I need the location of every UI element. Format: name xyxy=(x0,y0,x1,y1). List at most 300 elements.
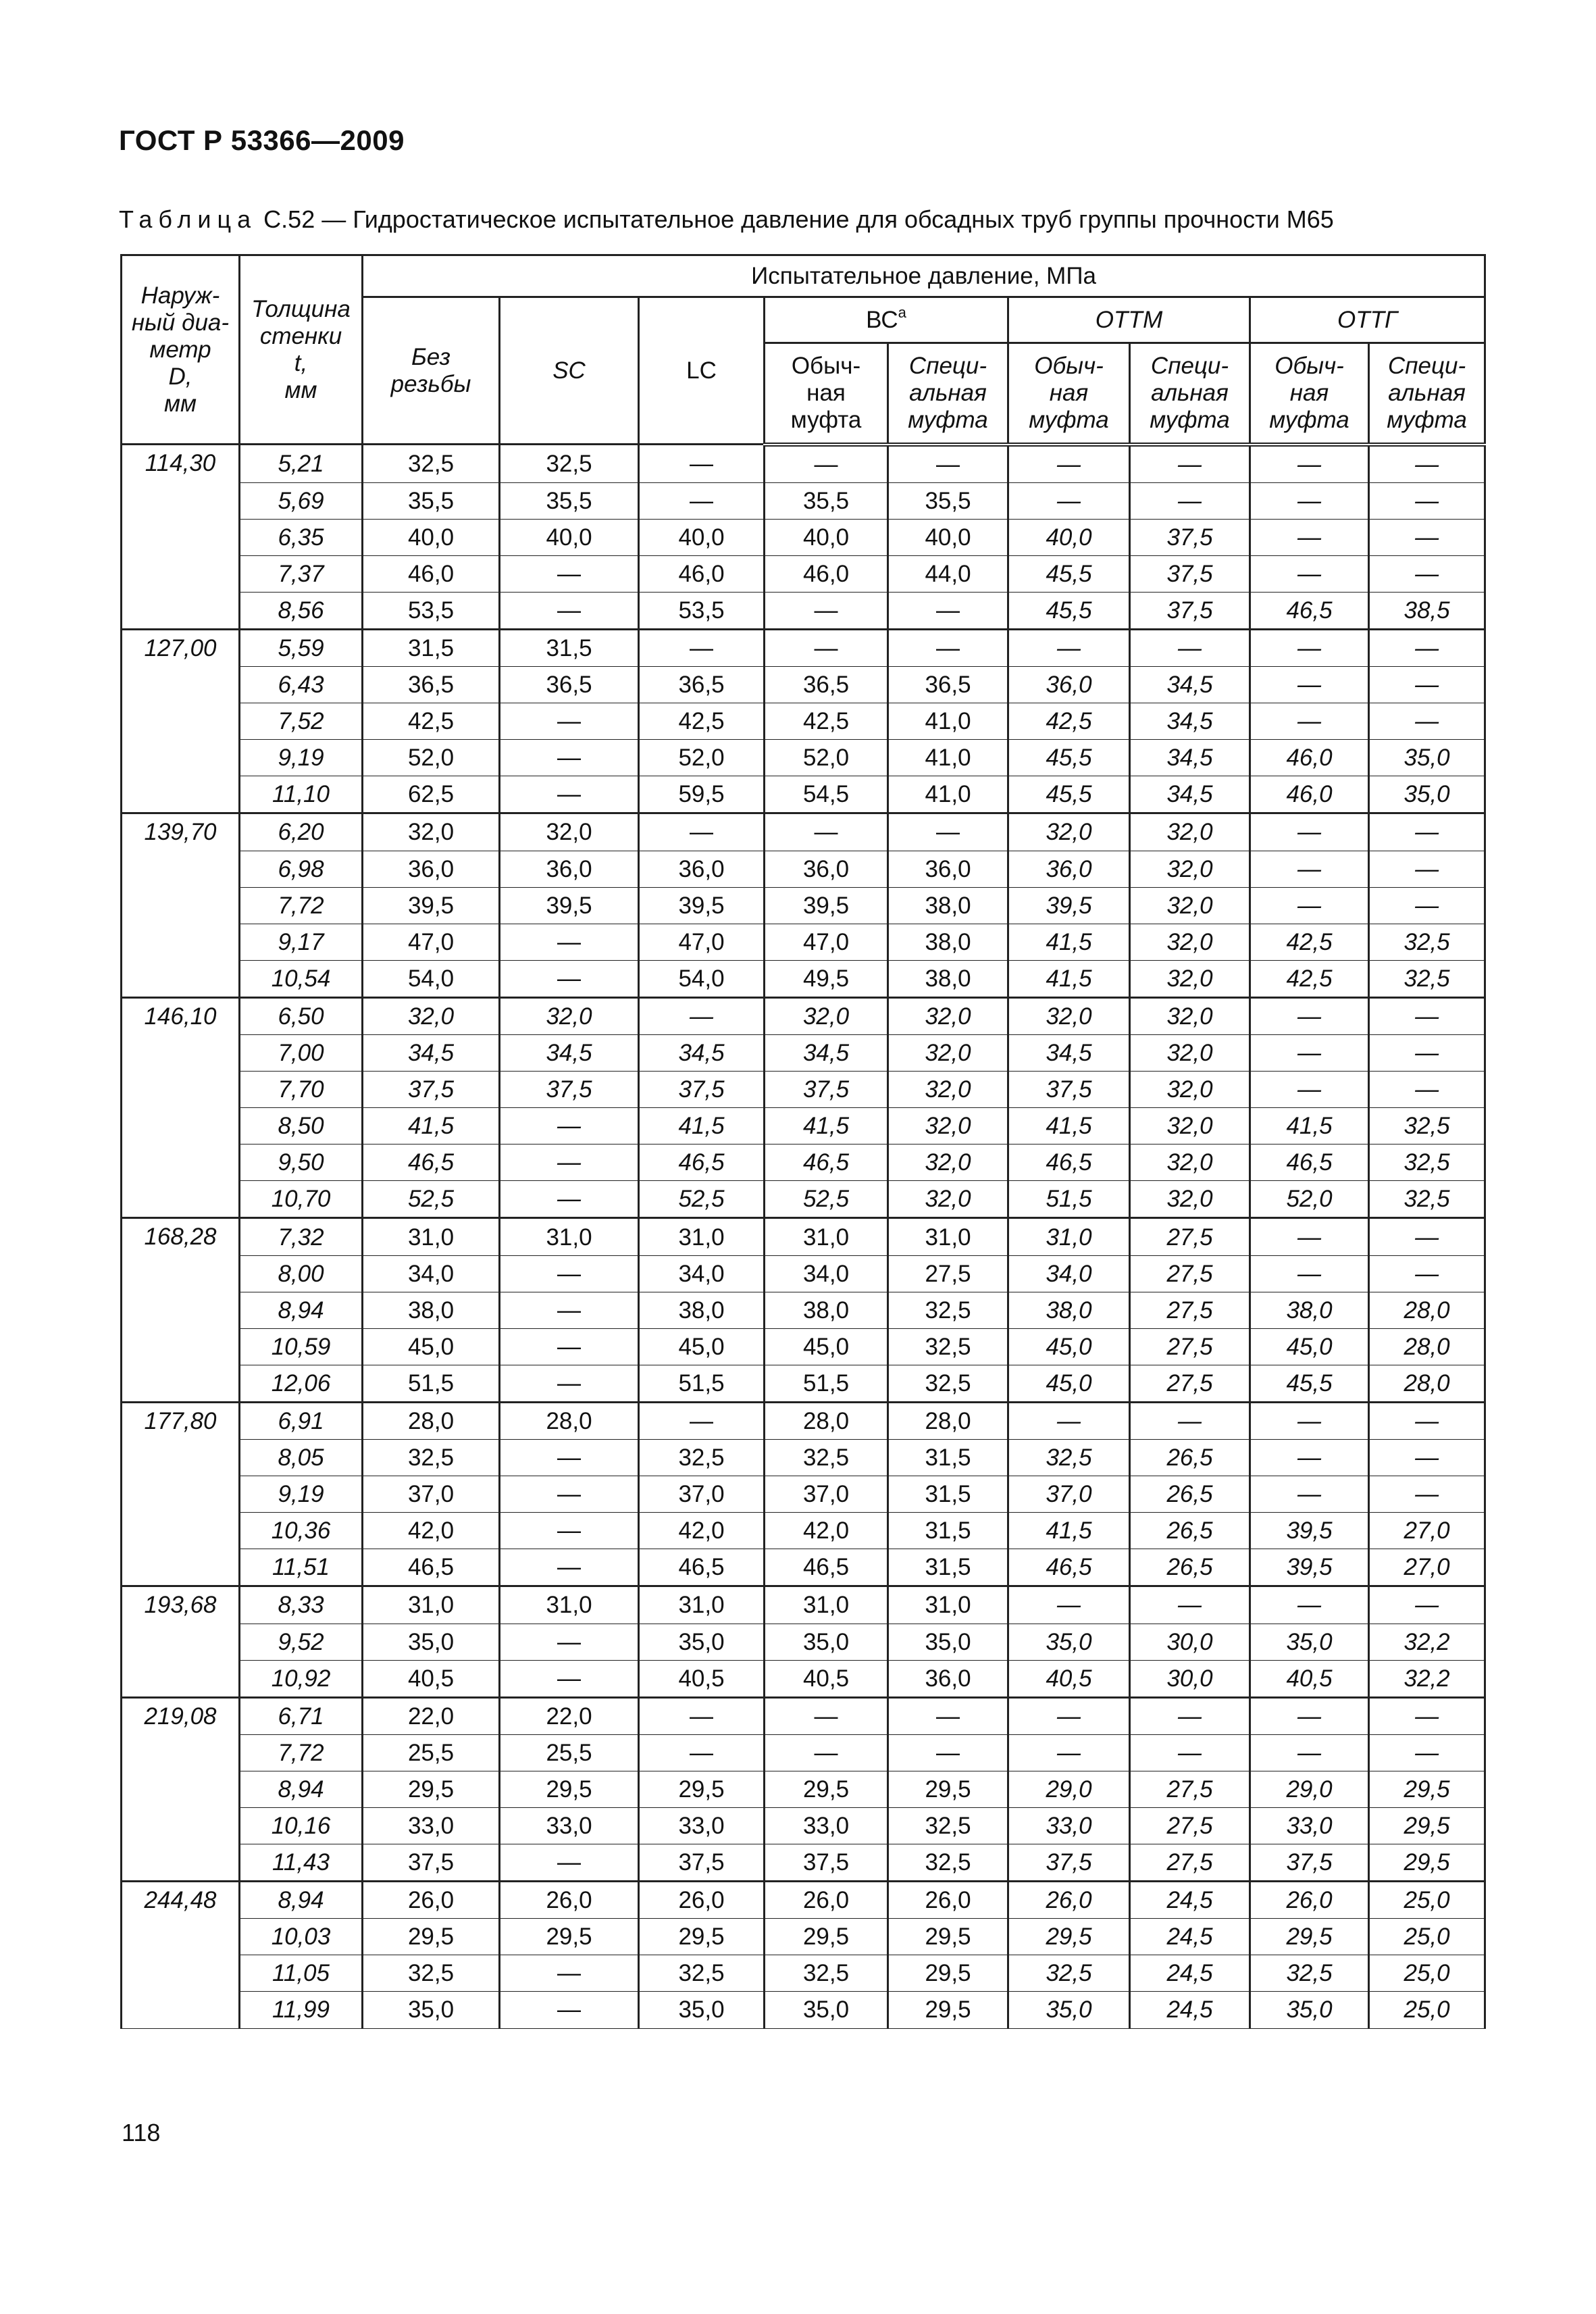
pressure-cell: 36,0 xyxy=(888,1660,1008,1697)
pressure-cell: — xyxy=(1130,1734,1250,1771)
thickness-cell: 6,71 xyxy=(240,1697,363,1734)
pressure-cell: 38,0 xyxy=(765,1292,888,1328)
pressure-cell: 35,0 xyxy=(363,1624,500,1660)
pressure-cell: — xyxy=(1369,1255,1485,1292)
table-row xyxy=(122,445,1485,483)
pressure-cell: 40,5 xyxy=(639,1660,765,1697)
pressure-cell: 32,0 xyxy=(1130,1108,1250,1145)
pressure-cell: 54,0 xyxy=(363,960,500,997)
pressure-cell: — xyxy=(1369,1035,1485,1072)
table-row xyxy=(122,592,1485,629)
thickness-cell: 11,10 xyxy=(240,776,363,813)
pressure-cell: — xyxy=(1250,1218,1369,1255)
pressure-cell: 34,0 xyxy=(363,1255,500,1292)
pressure-cell: 35,0 xyxy=(363,1992,500,2028)
pressure-cell: 52,0 xyxy=(765,740,888,776)
pressure-cell: 32,5 xyxy=(363,1955,500,1992)
pressure-cell: — xyxy=(1250,997,1369,1034)
pressure-cell: 54,5 xyxy=(765,776,888,813)
pressure-cell: 31,0 xyxy=(639,1586,765,1624)
pressure-cell: 26,5 xyxy=(1130,1476,1250,1513)
pressure-cell: — xyxy=(765,1734,888,1771)
pressure-cell: 31,5 xyxy=(888,1440,1008,1476)
pressure-cell: — xyxy=(1250,1440,1369,1476)
pressure-cell: — xyxy=(1369,1476,1485,1513)
pressure-cell: 28,0 xyxy=(1369,1365,1485,1402)
pressure-cell: 49,5 xyxy=(765,960,888,997)
pressure-cell: 32,5 xyxy=(639,1440,765,1476)
pressure-cell: — xyxy=(500,1255,639,1292)
pressure-cell: 27,5 xyxy=(1130,1328,1250,1365)
pressure-cell: 51,5 xyxy=(1008,1181,1130,1218)
pressure-cell: 42,5 xyxy=(1250,924,1369,960)
pressure-cell: 34,5 xyxy=(1130,703,1250,740)
pressure-cell: — xyxy=(1250,851,1369,887)
pressure-cell: — xyxy=(500,703,639,740)
pressure-cell: — xyxy=(639,813,765,851)
diameter-cell: 146,10 xyxy=(122,997,240,1218)
pressure-cell: 28,0 xyxy=(1369,1328,1485,1365)
pressure-cell: — xyxy=(500,1992,639,2028)
pressure-cell: 31,0 xyxy=(500,1218,639,1255)
table-row xyxy=(122,1402,1485,1439)
pressure-cell: 37,5 xyxy=(363,1844,500,1882)
pressure-cell: — xyxy=(888,1697,1008,1734)
header-lc: LC xyxy=(639,297,765,445)
pressure-cell: — xyxy=(1008,445,1130,483)
pressure-cell: 41,5 xyxy=(363,1108,500,1145)
pressure-cell: 36,5 xyxy=(765,667,888,703)
header-no-thread: Без резьбы xyxy=(363,297,500,445)
thickness-cell: 10,59 xyxy=(240,1328,363,1365)
pressure-cell: 31,0 xyxy=(500,1586,639,1624)
table-caption-label: Таблица xyxy=(119,205,257,233)
thickness-cell: 8,94 xyxy=(240,1292,363,1328)
pressure-cell: 42,5 xyxy=(363,703,500,740)
pressure-cell: 32,5 xyxy=(1369,1181,1485,1218)
pressure-cell: — xyxy=(1250,482,1369,519)
pressure-cell: 26,5 xyxy=(1130,1513,1250,1549)
pressure-cell: 26,0 xyxy=(363,1882,500,1919)
pressure-cell: 36,0 xyxy=(363,851,500,887)
pressure-cell: 32,5 xyxy=(765,1440,888,1476)
pressure-cell: 31,0 xyxy=(765,1586,888,1624)
pressure-cell: 32,0 xyxy=(888,1072,1008,1108)
pressure-cell: 32,0 xyxy=(1130,1035,1250,1072)
table-row xyxy=(122,1108,1485,1145)
pressure-cell: 25,0 xyxy=(1369,1919,1485,1955)
pressure-cell: 42,0 xyxy=(765,1513,888,1549)
pressure-cell: — xyxy=(1369,667,1485,703)
thickness-cell: 9,19 xyxy=(240,1476,363,1513)
pressure-cell: 29,5 xyxy=(888,1992,1008,2028)
pressure-cell: 34,0 xyxy=(1008,1255,1130,1292)
pressure-cell: 37,5 xyxy=(1130,592,1250,629)
pressure-cell: — xyxy=(500,1181,639,1218)
pressure-cell: 41,0 xyxy=(888,703,1008,740)
pressure-cell: — xyxy=(500,1955,639,1992)
pressure-cell: 36,0 xyxy=(1008,667,1130,703)
pressure-cell: 40,0 xyxy=(765,519,888,555)
pressure-cell: 32,2 xyxy=(1369,1660,1485,1697)
table-row xyxy=(122,1586,1485,1624)
pressure-cell: 36,0 xyxy=(639,851,765,887)
pressure-cell: 32,5 xyxy=(1369,924,1485,960)
pressure-cell: 32,0 xyxy=(363,813,500,851)
pressure-cell: 27,5 xyxy=(888,1255,1008,1292)
pressure-cell: — xyxy=(500,1145,639,1181)
pressure-cell: — xyxy=(1008,1402,1130,1439)
pressure-cell: 36,5 xyxy=(500,667,639,703)
pressure-cell: — xyxy=(500,740,639,776)
thickness-cell: 5,21 xyxy=(240,445,363,483)
pressure-cell: 34,5 xyxy=(1130,667,1250,703)
pressure-cell: 32,0 xyxy=(500,813,639,851)
pressure-cell: — xyxy=(1130,445,1250,483)
pressure-cell: 42,5 xyxy=(1250,960,1369,997)
pressure-cell: 37,5 xyxy=(500,1072,639,1108)
pressure-cell: 35,0 xyxy=(639,1624,765,1660)
pressure-cell: — xyxy=(1369,1218,1485,1255)
pressure-cell: 40,0 xyxy=(363,519,500,555)
pressure-cell: — xyxy=(1250,1734,1369,1771)
pressure-cell: 45,0 xyxy=(1008,1365,1130,1402)
pressure-cell: — xyxy=(1250,667,1369,703)
pressure-table xyxy=(120,254,1486,2029)
pressure-cell: 41,5 xyxy=(639,1108,765,1145)
pressure-cell: 46,5 xyxy=(1008,1549,1130,1586)
pressure-cell: 32,0 xyxy=(1130,997,1250,1034)
pressure-cell: 32,0 xyxy=(1130,1145,1250,1181)
pressure-cell: 27,5 xyxy=(1130,1255,1250,1292)
pressure-cell: 32,0 xyxy=(888,1181,1008,1218)
pressure-cell: — xyxy=(500,1365,639,1402)
thickness-cell: 10,54 xyxy=(240,960,363,997)
pressure-cell: 36,0 xyxy=(888,851,1008,887)
pressure-cell: 36,5 xyxy=(888,667,1008,703)
pressure-cell: 41,5 xyxy=(1008,1108,1130,1145)
pressure-cell: 37,5 xyxy=(1130,519,1250,555)
pressure-cell: 35,0 xyxy=(1369,776,1485,813)
pressure-cell: 33,0 xyxy=(500,1807,639,1844)
pressure-cell: 32,0 xyxy=(765,997,888,1034)
table-caption xyxy=(119,205,1334,234)
pressure-cell: 36,0 xyxy=(1008,851,1130,887)
pressure-cell: 38,0 xyxy=(363,1292,500,1328)
pressure-cell: 28,0 xyxy=(888,1402,1008,1439)
pressure-cell: 29,5 xyxy=(363,1919,500,1955)
pressure-cell: 41,5 xyxy=(1008,924,1130,960)
pressure-cell: 25,0 xyxy=(1369,1882,1485,1919)
pressure-cell: 32,0 xyxy=(1130,887,1250,924)
pressure-cell: 46,5 xyxy=(363,1145,500,1181)
pressure-cell: 42,5 xyxy=(1008,703,1130,740)
pressure-cell: 32,5 xyxy=(500,445,639,483)
pressure-cell: — xyxy=(1008,629,1130,666)
pressure-cell: 35,0 xyxy=(1008,1624,1130,1660)
pressure-cell: 25,0 xyxy=(1369,1955,1485,1992)
pressure-cell: 39,5 xyxy=(500,887,639,924)
pressure-cell: 29,5 xyxy=(1250,1919,1369,1955)
thickness-cell: 8,94 xyxy=(240,1771,363,1807)
table-row xyxy=(122,887,1485,924)
pressure-cell: — xyxy=(1250,1476,1369,1513)
pressure-cell: 37,5 xyxy=(765,1844,888,1882)
pressure-cell: 46,5 xyxy=(1250,592,1369,629)
table-row xyxy=(122,1255,1485,1292)
pressure-cell: — xyxy=(639,997,765,1034)
pressure-cell: 32,5 xyxy=(1008,1955,1130,1992)
pressure-cell: 34,5 xyxy=(639,1035,765,1072)
pressure-cell: 46,0 xyxy=(1250,776,1369,813)
pressure-cell: 37,5 xyxy=(639,1844,765,1882)
header-test-pressure: Испытательное давление, МПа xyxy=(363,255,1485,297)
pressure-cell: 34,5 xyxy=(363,1035,500,1072)
pressure-cell: — xyxy=(500,1328,639,1365)
pressure-cell: 36,0 xyxy=(500,851,639,887)
pressure-cell: 32,0 xyxy=(1130,851,1250,887)
pressure-cell: 26,5 xyxy=(1130,1549,1250,1586)
pressure-cell: 45,0 xyxy=(765,1328,888,1365)
pressure-cell: — xyxy=(1369,887,1485,924)
pressure-cell: 35,0 xyxy=(765,1624,888,1660)
pressure-cell: 34,5 xyxy=(1008,1035,1130,1072)
pressure-cell: 29,5 xyxy=(639,1919,765,1955)
pressure-cell: 26,5 xyxy=(1130,1440,1250,1476)
pressure-cell: — xyxy=(1008,1697,1130,1734)
pressure-cell: 40,0 xyxy=(500,519,639,555)
table-row xyxy=(122,1035,1485,1072)
header-ottg-special: Специ- альная муфта xyxy=(1369,343,1485,445)
pressure-cell: 53,5 xyxy=(639,592,765,629)
pressure-cell: 32,5 xyxy=(765,1955,888,1992)
header-bc: $ВС^а$ xyxy=(765,297,1008,343)
pressure-cell: 32,5 xyxy=(1008,1440,1130,1476)
pressure-cell: — xyxy=(500,1476,639,1513)
pressure-cell: — xyxy=(1369,1440,1485,1476)
pressure-cell: 29,5 xyxy=(1008,1919,1130,1955)
pressure-cell: 29,0 xyxy=(1008,1771,1130,1807)
pressure-cell: — xyxy=(639,1402,765,1439)
pressure-cell: — xyxy=(500,1624,639,1660)
pressure-cell: — xyxy=(888,592,1008,629)
table-row xyxy=(122,1919,1485,1955)
table-body xyxy=(122,445,1485,2029)
diameter-cell: 177,80 xyxy=(122,1402,240,1586)
pressure-cell: 38,0 xyxy=(888,924,1008,960)
pressure-cell: 31,5 xyxy=(363,629,500,666)
pressure-cell: 54,0 xyxy=(639,960,765,997)
table-row xyxy=(122,997,1485,1034)
pressure-cell: 26,0 xyxy=(639,1882,765,1919)
table-row xyxy=(122,813,1485,851)
table-row xyxy=(122,1734,1485,1771)
pressure-cell: 27,5 xyxy=(1130,1844,1250,1882)
thickness-cell: 7,70 xyxy=(240,1072,363,1108)
pressure-cell: 26,0 xyxy=(1250,1882,1369,1919)
pressure-cell: — xyxy=(639,445,765,483)
pressure-cell: 46,0 xyxy=(765,555,888,592)
pressure-cell: 32,0 xyxy=(1130,1181,1250,1218)
pressure-cell: — xyxy=(888,445,1008,483)
pressure-cell: 29,5 xyxy=(765,1919,888,1955)
table-caption-text: С.52 — Гидростатическое испытательное давление для обсадных труб группы прочности М65 xyxy=(263,205,1334,233)
pressure-cell: 35,5 xyxy=(765,482,888,519)
thickness-cell: 6,91 xyxy=(240,1402,363,1439)
pressure-cell: 33,0 xyxy=(765,1807,888,1844)
table-row xyxy=(122,1072,1485,1108)
pressure-cell: 28,0 xyxy=(363,1402,500,1439)
pressure-cell: — xyxy=(1369,1586,1485,1624)
pressure-cell: 24,5 xyxy=(1130,1955,1250,1992)
table-row xyxy=(122,1844,1485,1882)
pressure-cell: 45,5 xyxy=(1008,592,1130,629)
pressure-cell: 26,0 xyxy=(1008,1882,1130,1919)
pressure-cell: 46,0 xyxy=(363,555,500,592)
pressure-cell: 51,5 xyxy=(765,1365,888,1402)
pressure-cell: — xyxy=(1250,1402,1369,1439)
thickness-cell: 11,51 xyxy=(240,1549,363,1586)
pressure-cell: 32,5 xyxy=(363,445,500,483)
pressure-cell: 39,5 xyxy=(363,887,500,924)
pressure-cell: 46,5 xyxy=(639,1549,765,1586)
pressure-cell: — xyxy=(888,813,1008,851)
pressure-cell: 26,0 xyxy=(765,1882,888,1919)
pressure-cell: — xyxy=(765,629,888,666)
diameter-cell: 127,00 xyxy=(122,629,240,813)
pressure-cell: — xyxy=(639,1697,765,1734)
header-outer-diameter: Наруж- ный диа- метр D, мм xyxy=(122,255,240,445)
thickness-cell: 12,06 xyxy=(240,1365,363,1402)
pressure-cell: — xyxy=(500,1292,639,1328)
pressure-cell: 35,0 xyxy=(765,1992,888,2028)
thickness-cell: 7,00 xyxy=(240,1035,363,1072)
pressure-cell: — xyxy=(1130,1586,1250,1624)
pressure-cell: — xyxy=(1369,482,1485,519)
pressure-cell: — xyxy=(1369,445,1485,483)
pressure-cell: 27,5 xyxy=(1130,1771,1250,1807)
table-row xyxy=(122,1955,1485,1992)
thickness-cell: 9,50 xyxy=(240,1145,363,1181)
pressure-cell: — xyxy=(1250,629,1369,666)
table-row xyxy=(122,1992,1485,2028)
pressure-cell: 34,5 xyxy=(1130,776,1250,813)
pressure-cell: — xyxy=(888,629,1008,666)
pressure-cell: 32,5 xyxy=(888,1292,1008,1328)
pressure-cell: 40,5 xyxy=(1250,1660,1369,1697)
table-row xyxy=(122,1882,1485,1919)
pressure-cell: 62,5 xyxy=(363,776,500,813)
pressure-cell: 27,5 xyxy=(1130,1365,1250,1402)
pressure-cell: 37,5 xyxy=(1130,555,1250,592)
pressure-cell: 33,0 xyxy=(1008,1807,1130,1844)
table-row xyxy=(122,667,1485,703)
pressure-cell: 31,5 xyxy=(500,629,639,666)
pressure-cell: — xyxy=(1008,1734,1130,1771)
header-wall-thickness: Толщина стенки t, мм xyxy=(240,255,363,445)
pressure-cell: 27,5 xyxy=(1130,1807,1250,1844)
pressure-cell: 32,5 xyxy=(888,1807,1008,1844)
table-row xyxy=(122,1328,1485,1365)
document-header: ГОСТ Р 53366—2009 xyxy=(119,124,405,156)
pressure-cell: 47,0 xyxy=(363,924,500,960)
pressure-cell: 46,0 xyxy=(1250,740,1369,776)
pressure-cell: — xyxy=(1250,1697,1369,1734)
pressure-cell: 40,5 xyxy=(1008,1660,1130,1697)
pressure-cell: 22,0 xyxy=(500,1697,639,1734)
pressure-cell: 27,0 xyxy=(1369,1549,1485,1586)
table-row xyxy=(122,924,1485,960)
pressure-cell: — xyxy=(1250,555,1369,592)
pressure-cell: — xyxy=(1369,1697,1485,1734)
table-row xyxy=(122,1476,1485,1513)
table-row xyxy=(122,1624,1485,1660)
pressure-cell: — xyxy=(1369,519,1485,555)
pressure-cell: 32,0 xyxy=(1130,1072,1250,1108)
pressure-cell: 45,5 xyxy=(1250,1365,1369,1402)
pressure-cell: 52,0 xyxy=(1250,1181,1369,1218)
pressure-cell: 46,5 xyxy=(1250,1145,1369,1181)
table-row xyxy=(122,776,1485,813)
pressure-cell: 32,0 xyxy=(1130,813,1250,851)
pressure-cell: — xyxy=(1369,851,1485,887)
pressure-cell: 37,0 xyxy=(1008,1476,1130,1513)
pressure-cell: 29,5 xyxy=(1369,1807,1485,1844)
thickness-cell: 11,99 xyxy=(240,1992,363,2028)
thickness-cell: 6,20 xyxy=(240,813,363,851)
pressure-cell: 52,0 xyxy=(639,740,765,776)
pressure-cell: 37,0 xyxy=(765,1476,888,1513)
thickness-cell: 6,50 xyxy=(240,997,363,1034)
pressure-cell: 40,0 xyxy=(1008,519,1130,555)
pressure-cell: 41,0 xyxy=(888,740,1008,776)
pressure-cell: 31,5 xyxy=(888,1476,1008,1513)
pressure-cell: 45,0 xyxy=(1008,1328,1130,1365)
thickness-cell: 10,16 xyxy=(240,1807,363,1844)
pressure-cell: 32,5 xyxy=(1369,960,1485,997)
diameter-cell: 219,08 xyxy=(122,1697,240,1881)
pressure-cell: 29,5 xyxy=(1369,1771,1485,1807)
pressure-cell: — xyxy=(765,445,888,483)
pressure-cell: 32,5 xyxy=(888,1844,1008,1882)
pressure-cell: — xyxy=(500,960,639,997)
pressure-cell: 36,5 xyxy=(363,667,500,703)
header-ottg: ОТТГ xyxy=(1250,297,1485,343)
pressure-cell: — xyxy=(639,629,765,666)
table-row xyxy=(122,1549,1485,1586)
table-row xyxy=(122,1807,1485,1844)
diameter-cell: 139,70 xyxy=(122,813,240,997)
pressure-cell: 29,5 xyxy=(500,1771,639,1807)
pressure-cell: — xyxy=(500,1660,639,1697)
pressure-cell: — xyxy=(1369,555,1485,592)
header-ottg-regular: Обыч- ная муфта xyxy=(1250,343,1369,445)
pressure-cell: — xyxy=(1250,1255,1369,1292)
pressure-cell: 37,5 xyxy=(1008,1844,1130,1882)
pressure-cell: 46,5 xyxy=(765,1549,888,1586)
pressure-cell: 34,5 xyxy=(1130,740,1250,776)
pressure-cell: 29,5 xyxy=(765,1771,888,1807)
pressure-cell: 37,5 xyxy=(363,1072,500,1108)
pressure-cell: 59,5 xyxy=(639,776,765,813)
pressure-cell: 33,0 xyxy=(639,1807,765,1844)
pressure-cell: 29,5 xyxy=(363,1771,500,1807)
pressure-cell: 38,0 xyxy=(639,1292,765,1328)
pressure-cell: 24,5 xyxy=(1130,1919,1250,1955)
pressure-cell: 38,0 xyxy=(888,887,1008,924)
pressure-cell: — xyxy=(500,555,639,592)
pressure-cell: 30,0 xyxy=(1130,1660,1250,1697)
